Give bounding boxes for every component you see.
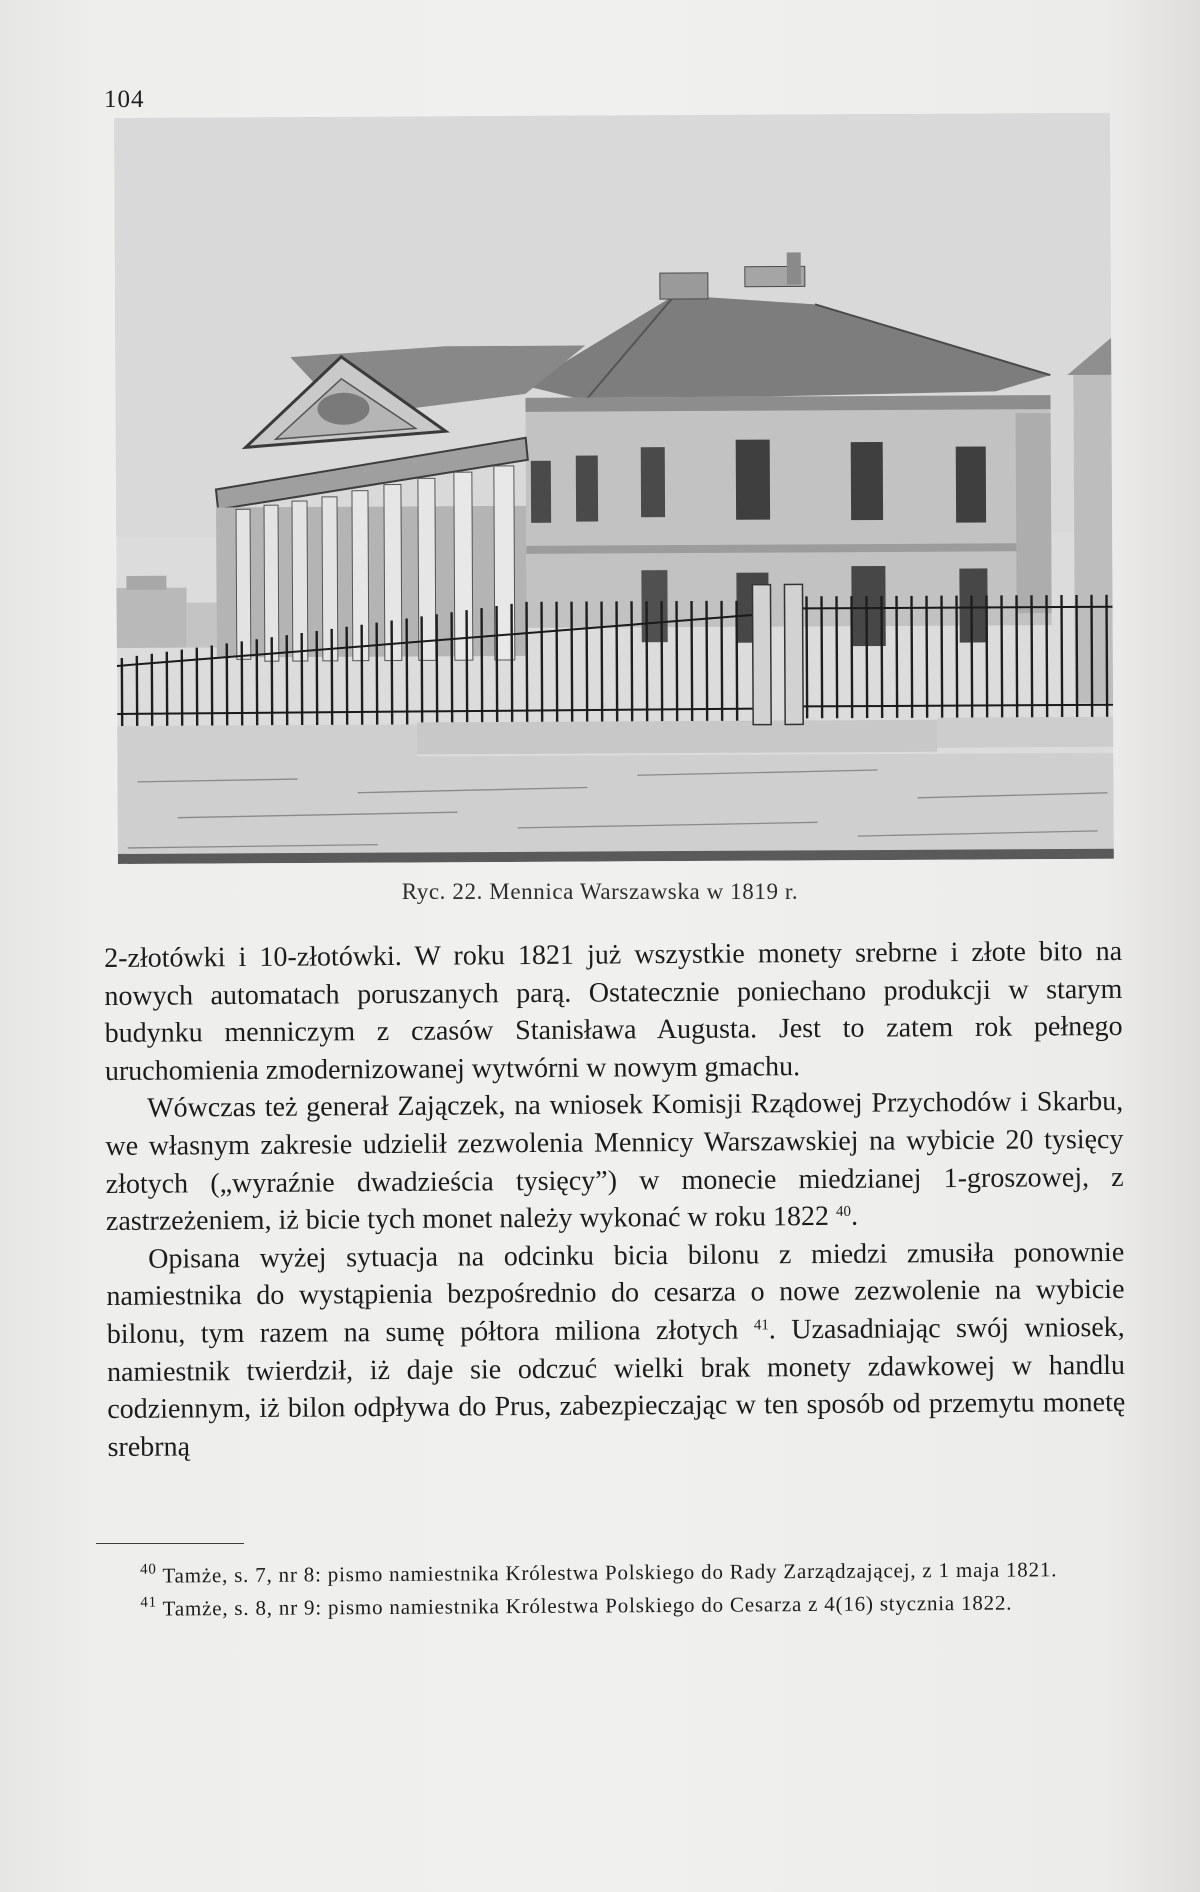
footnote-number-41: 41 — [140, 1594, 157, 1611]
paragraph-3-continued: Uzasadniając swój wniosek, namiestnik twierdził, iż daje sie odczuć wielki brak monety zdawkowej w handlu codziennym, iż bilon odpływa do Prus, zabezpieczając w ten sposób od przemytu monetę srebrną — [106, 1311, 1126, 1463]
footnote-ref-41: 41 — [753, 1317, 769, 1334]
footnotes — [96, 1553, 1126, 1626]
footnote-divider — [96, 1543, 244, 1544]
paragraph-3 — [106, 1234, 1126, 1467]
figure-caption: Ryc. 22. Mennica Warszawska w 1819 r. — [401, 879, 799, 904]
paragraph-3-period: . — [768, 1314, 776, 1346]
footnote-text-40: Tamże, s. 7, nr 8: pismo namiestnika Królestwa Polskiego do Rady Zarządzającej, z 1 maja 1821. — [162, 1557, 1058, 1588]
page-number: 104 — [104, 86, 145, 113]
paragraph-2-period: . — [850, 1200, 859, 1232]
paragraph-3-text: Opisana wyżej sytuacja na odcinku bicia bilonu z miedzi zmusiła ponownie namiestnika do wystąpienia bezpośrednio do cesarza o nowe zezwolenie na wybicie bilonu, tym razem na sumę półtora miliona złotych — [106, 1236, 1125, 1350]
paragraph-2-text: Wówczas też generał Zajączek, na wniosek Komisji Rządowej Przychodów i Skarbu, we własnym zakresie udzielił zezwolenia Mennicy Warszawskiej na wybicie 20 tysięcy złotych („wyraźnie dwadzieścia tysięcy”) w monecie miedzianej 1-groszowej, z zastrzeżeniem, iż bicie tych monet należy wykonać w roku 1822 — [105, 1086, 1124, 1238]
footnote-number-40: 40 — [140, 1561, 157, 1578]
paragraph-2 — [105, 1083, 1124, 1240]
paragraph-1: 2-złotówki i 10-złotówki. W roku 1821 już wszystkie monety srebrne i złote bito na nowych automatach poruszanych parą. Ostatecznie poniechano produkcji w starym budynku menniczym z czasów Stanisława Augusta. Jest to zatem rok pełnego uruchomienia zmodernizowanej wytwórni w nowym gmachu. — [104, 935, 1123, 1087]
footnote-41 — [96, 1586, 1126, 1626]
footnote-text-41: Tamże, s. 8, nr 9: pismo namiestnika Królestwa Polskiego do Cesarza z 4(16) stycznia 1822. — [162, 1590, 1013, 1621]
figure-engraving-mint-building — [114, 113, 1114, 864]
body-text — [104, 933, 1126, 1466]
engraving-illustration — [114, 113, 1114, 864]
footnote-ref-40: 40 — [835, 1203, 852, 1221]
